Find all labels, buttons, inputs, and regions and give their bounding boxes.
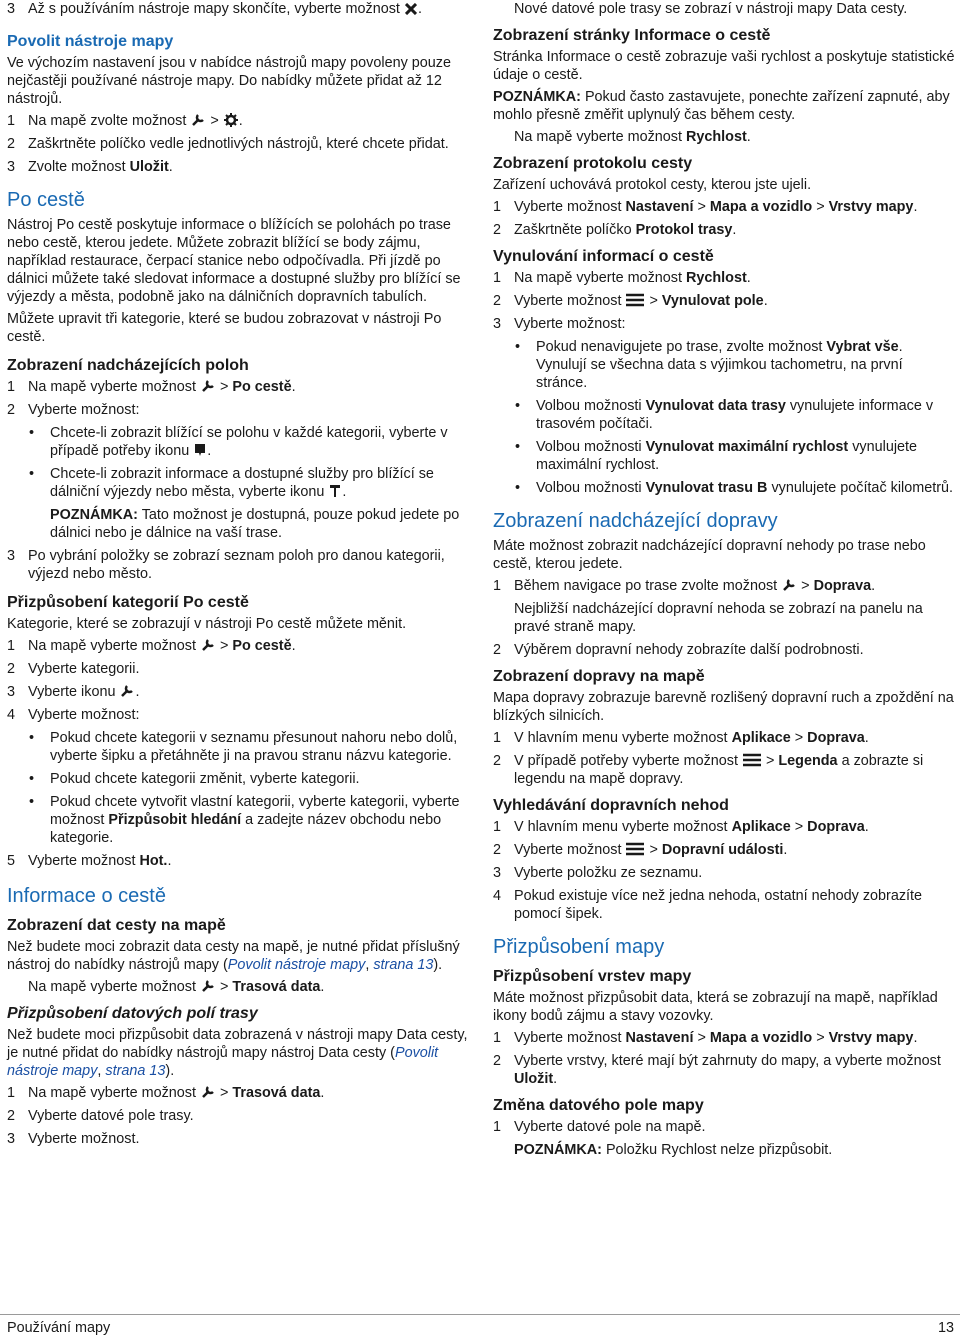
menu-icon (743, 753, 761, 767)
page-link[interactable]: strana 13 (105, 1063, 166, 1079)
list-item: • Volbou možnosti Vynulovat data trasy vynulujete informace v trasovém počítači. (493, 397, 955, 433)
doprava-step-1-sub: Nejbližší nadcházející dopravní nehoda se zobrazí na panelu na pravé straně mapy. (514, 601, 923, 635)
list-item: • Chcete-li zobrazit informace a dostupné služby pro blížící se dálniční výjezdy nebo města, vyberte ikonu . (7, 465, 469, 501)
prizpusobeni-bullets (7, 729, 469, 847)
vynulovani-step-3: 3 Vyberte možnost: (493, 316, 626, 332)
vynulovani-step-1: 1 Na mapě vyberte možnost Rychlost. (493, 270, 751, 286)
informace-sub2-heading: Přizpůsobení datových polí trasy (7, 1005, 258, 1022)
mapy-sub2-heading: Změna datového pole mapy (493, 1097, 704, 1114)
list-item: • Volbou možnosti Vynulovat maximální rychlost vynulujete maximální rychlost. (493, 438, 955, 474)
highway-exit-icon (329, 484, 341, 498)
left-column (7, 0, 469, 1153)
mapy-sub1-heading: Přizpůsobení vrstev mapy (493, 968, 692, 985)
doprava-mapa-heading: Zobrazení dopravy na mapě (493, 668, 705, 685)
povolit-step-3: 3 Zvolte možnost Uložit. (7, 159, 173, 175)
informace-sub1-para: Než budete moci zobrazit data cesty na mapě, je nutné přidat příslušný nástroj do nabídky nástrojů mapy (Povolit nástroje mapy, strana 13). (7, 939, 460, 973)
protokol-step-1: 1 Vyberte možnost Nastavení > Mapa a vozidlo > Vrstvy mapy. (493, 199, 918, 215)
po-ceste-heading: Po cestě (7, 189, 85, 211)
informace-step-2: 2 Vyberte datové pole trasy. (7, 1108, 194, 1124)
nadchazejici-note: POZNÁMKA: Tato možnost je dostupná, pouze pokud jedete po dálnici nebo je dálnice na vaší trase. (50, 507, 460, 541)
mapy-step-3: 1 Vyberte datové pole na mapě. (493, 1119, 706, 1135)
protokol-step-2: 2 Zaškrtněte políčko Protokol trasy. (493, 222, 737, 238)
mapy-heading: Přizpůsobení mapy (493, 936, 665, 958)
page-link[interactable]: strana 13 (373, 957, 434, 973)
prizpusobeni-step-2: 2 Vyberte kategorii. (7, 661, 140, 677)
nadchazejici-heading: Zobrazení nadcházejících poloh (7, 357, 249, 374)
vynulovani-step-2: 2 Vyberte možnost > Vynulovat pole. (493, 293, 768, 309)
mapy-step-1: 1 Vyberte možnost Nastavení > Mapa a vozidlo > Vrstvy mapy. (493, 1030, 918, 1046)
doprava-mapa-step-1: 1 V hlavním menu vyberte možnost Aplikace > Doprava. (493, 730, 869, 746)
protokol-para: Zařízení uchovává protokol cesty, kterou jste ujeli. (493, 177, 812, 193)
prizpusobeni-step-3: 3 Vyberte ikonu . (7, 684, 140, 700)
list-item: • Pokud chcete kategorii změnit, vyberte kategorii. (7, 770, 469, 788)
list-item: • Volbou možnosti Vynulovat trasu B vynulujete počítač kilometrů. (493, 479, 955, 497)
list-item: • Pokud chcete vytvořit vlastní kategorii, vyberte kategorii, vyberte možnost Přizpůsobit hledání a zadejte název obchodu nebo kategorie. (7, 793, 469, 847)
stranka-note: POZNÁMKA: Pokud často zastavujete, ponechte zařízení zapnuté, aby mohlo přesně změřit uplynulý čas během cesty. (493, 89, 950, 123)
wrench-icon (191, 113, 205, 127)
vyhledavani-step-2: 2 Vyberte možnost > Dopravní události. (493, 842, 788, 858)
po-ceste-para-1: Nástroj Po cestě poskytuje informace o blížících se polohách po trase nebo cestě, kterou jedete. Můžete zobrazit blížící se body zájmu, například restaurace, čerpací stanice nebo odpočívadla. Při jízdě po dálnici můžete také sledovat informace a dostupné služby pro blížící se výjezdy a města, podobně jako na dálničních dopravních tabulích. (7, 217, 461, 305)
step-text: Až s používáním nástroje mapy skončíte, vyberte možnost (28, 1, 400, 17)
page-footer (0, 1314, 960, 1336)
vyhledavani-step-4: 4 Pokud existuje více než jedna nehoda, ostatní nehody zobrazíte pomocí šipek. (493, 888, 923, 922)
povolit-link[interactable]: Povolit nástroje mapy (7, 1045, 439, 1079)
right-column (493, 0, 955, 1164)
mapy-step-2: 2 Vyberte vrstvy, které mají být zahrnuty do mapy, a vyberte možnost Uložit. (493, 1053, 941, 1087)
povolit-heading: Povolit nástroje mapy (7, 33, 174, 50)
vyhledavani-step-1: 1 V hlavním menu vyberte možnost Aplikace > Doprava. (493, 819, 869, 835)
doprava-step-1: 1 Během navigace po trase zvolte možnost > Doprava. (493, 578, 876, 594)
mapy-para: Máte možnost přizpůsobit data, která se zobrazují na mapě, například ikony bodů zájmu a stavy vozovky. (493, 990, 938, 1024)
nadchazejici-bullets (7, 424, 469, 501)
intro-step: 3 Až s používáním nástroje mapy skončíte, vyberte možnost . (7, 1, 422, 17)
doprava-para: Máte možnost zobrazit nadcházející dopravní nehody po trase nebo cestě, kterou jedete. (493, 538, 926, 572)
gear-icon (224, 113, 238, 127)
wrench-icon (120, 684, 134, 698)
prizpusobeni-para: Kategorie, které se zobrazují v nástroji Po cestě můžete měnit. (7, 616, 407, 632)
prizpusobeni-step-5: 5 Vyberte možnost Hot.. (7, 853, 172, 869)
nadchazejici-step-2: 2 Vyberte možnost: (7, 402, 140, 418)
povolit-link[interactable]: Povolit nástroje mapy (227, 957, 366, 973)
list-item: • Pokud nenavigujete po trase, zvolte možnost Vybrat vše. Vynulují se všechna data s výjimkou tachometru, na první stránce. (493, 338, 955, 392)
informace-sub1-line: Na mapě vyberte možnost > Trasová data. (28, 979, 325, 995)
stranka-line: Na mapě vyberte možnost Rychlost. (514, 129, 751, 145)
wrench-icon (782, 578, 796, 592)
vynulovani-heading: Vynulování informací o cestě (493, 248, 714, 265)
footer-section: Používání mapy (7, 1320, 111, 1336)
vynulovani-bullets (493, 338, 955, 497)
close-icon (405, 3, 417, 15)
nadchazejici-step-1: 1 Na mapě vyberte možnost > Po cestě. (7, 379, 296, 395)
povolit-step-2: 2 Zaškrtněte políčko vedle jednotlivých nástrojů, které chcete přidat. (7, 136, 449, 152)
mapy-note: POZNÁMKA: Položku Rychlost nelze přizpůsobit. (514, 1142, 833, 1158)
prizpusobeni-step-4: 4 Vyberte možnost: (7, 707, 140, 723)
informace-step-3: 3 Vyberte možnost. (7, 1131, 140, 1147)
informace-heading: Informace o cestě (7, 885, 166, 907)
wrench-icon (201, 979, 215, 993)
doprava-heading: Zobrazení nadcházející dopravy (493, 510, 778, 532)
menu-icon (626, 293, 644, 307)
informace-sub2-para: Než budete moci přizpůsobit data zobrazená v nástroji mapy Data cesty, je nutné přidat do nabídky nástrojů mapy nástroj Data cesty (Povolit nástroje mapy, strana 13). (7, 1027, 468, 1079)
vyhledavani-heading: Vyhledávání dopravních nehod (493, 797, 729, 814)
nadchazejici-step-3: 3 Po vybrání položky se zobrazí seznam poloh pro danou kategorii, výjezd nebo město. (7, 548, 445, 582)
list-item: • Chcete-li zobrazit blížící se polohu v každé kategorii, vyberte v případě potřeby ikonu . (7, 424, 469, 460)
povolit-step-1: 1 Na mapě zvolte možnost > . (7, 113, 243, 129)
menu-icon (626, 842, 644, 856)
vyhledavani-step-3: 3 Vyberte položku ze seznamu. (493, 865, 703, 881)
wrench-icon (201, 1085, 215, 1099)
informace-step-1: 1 Na mapě vyberte možnost > Trasová data. (7, 1085, 325, 1101)
doprava-step-2: 2 Výběrem dopravní nehody zobrazíte další podrobnosti. (493, 642, 864, 658)
prizpusobeni-step-1: 1 Na mapě vyberte možnost > Po cestě. (7, 638, 296, 654)
list-item: • Pokud chcete kategorii v seznamu přesunout nahoru nebo dolů, vyberte šipku a přetáhněte ji na pravou stranu názvu kategorie. (7, 729, 469, 765)
wrench-icon (201, 638, 215, 652)
step-number: 3 (7, 1, 16, 17)
po-ceste-para-2: Můžete upravit tři kategorie, které se budou zobrazovat v nástroji Po cestě. (7, 311, 442, 345)
povolit-para: Ve výchozím nastavení jsou v nabídce nástrojů mapy povoleny pouze nejčastěji používané nástroje mapy. Do nabídky můžete přidat až 12 nástrojů. (7, 55, 451, 107)
protokol-heading: Zobrazení protokolu cesty (493, 155, 693, 172)
doprava-mapa-para: Mapa dopravy zobrazuje barevně rozlišený dopravní ruch a zpoždění na blízkých silnicích. (493, 690, 954, 724)
prizpusobeni-heading: Přizpůsobení kategorií Po cestě (7, 594, 249, 611)
stranka-para: Stránka Informace o cestě zobrazuje vaši rychlost a poskytuje statistické údaje o cestě. (493, 49, 955, 83)
wrench-icon (201, 379, 215, 393)
stranka-heading: Zobrazení stránky Informace o cestě (493, 27, 771, 44)
poi-marker-icon (194, 443, 206, 457)
informace-sub1-heading: Zobrazení dat cesty na mapě (7, 917, 226, 934)
top-line: Nové datové pole trasy se zobrazí v nástroji mapy Data cesty. (514, 1, 908, 17)
page-number: 13 (937, 1320, 954, 1336)
doprava-mapa-step-2: 2 V případě potřeby vyberte možnost > Legenda a zobrazte si legendu na mapě dopravy. (493, 753, 924, 787)
